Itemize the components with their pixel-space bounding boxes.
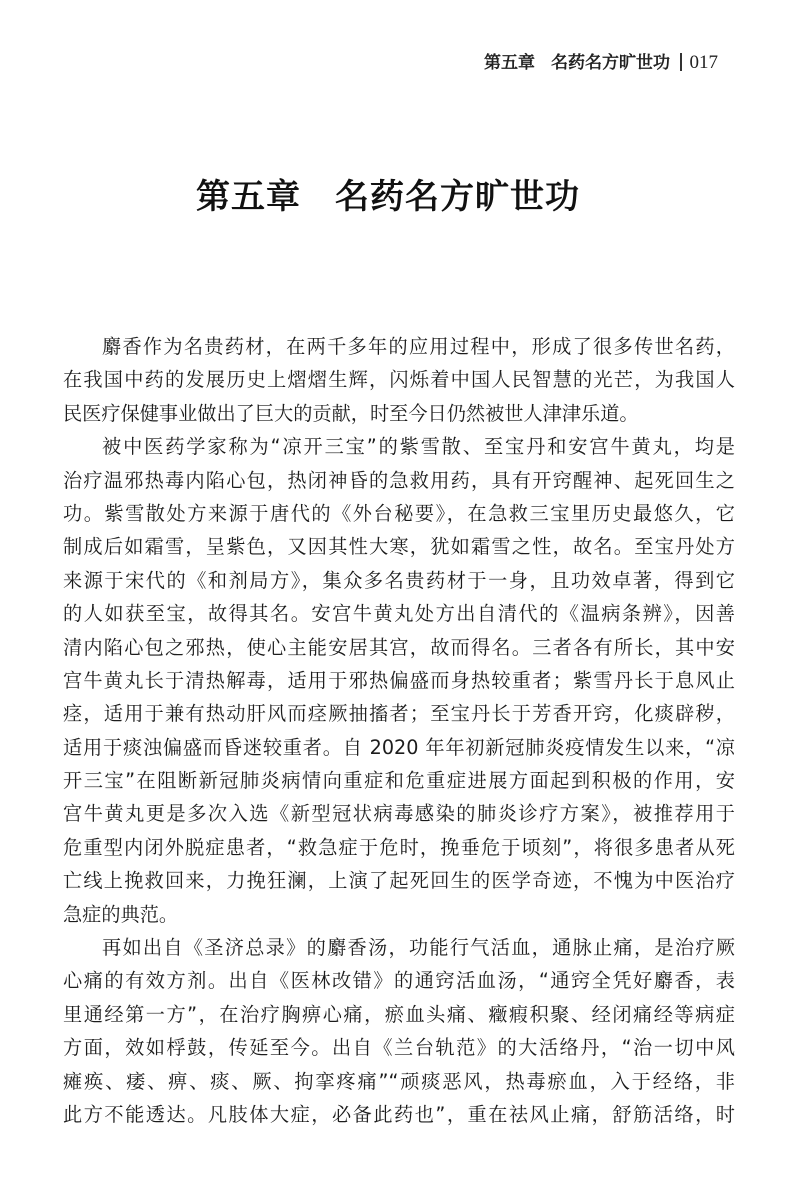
text-line: 痉，适用于兼有热动肝风而痉厥抽搐者；至宝丹长于芳香开窍，化痰辟秽， — [63, 702, 735, 726]
text-line: 功。紫雪散处方来源于唐代的《外台秘要》，在急救三宝里历史最悠久，它 — [63, 501, 735, 525]
text-line: 的人如获至宝，故得其名。安宫牛黄丸处方出自清代的《温病条辨》，因善 — [63, 602, 735, 626]
text-line: 宫牛黄丸更是多次入选《新型冠状病毒感染的肺炎诊疗方案》，被推荐用于 — [63, 802, 735, 826]
text-line: 亡线上挽救回来，力挽狂澜，上演了起死回生的医学奇迹，不愧为中医治疗 — [63, 869, 735, 893]
text-line: 被中医药学家称为“凉开三宝”的紫雪散、至宝丹和安宫牛黄丸，均是 — [102, 435, 735, 459]
header-divider — [680, 53, 682, 71]
paragraph — [63, 931, 735, 1131]
chapter-name: 名药名方旷世功 — [335, 177, 580, 217]
text-line: 在我国中药的发展历史上熠熠生辉，闪烁着中国人民智慧的光芒，为我国人 — [63, 368, 735, 392]
text-line: 民医疗保健事业做出了巨大的贡献，时至今日仍然被世人津津乐道。 — [63, 401, 639, 425]
page-number: 017 — [689, 52, 718, 73]
text-line: 危重型内闭外脱症患者，“救急症于危时，挽垂危于顷刻”，将很多患者从死 — [63, 835, 735, 859]
text-line: 来源于宋代的《和剂局方》，集众多名贵药材于一身，且功效卓著，得到它 — [63, 568, 735, 592]
text-line: 宫牛黄丸长于清热解毒，适用于邪热偏盛而身热较重者；紫雪丹长于息风止 — [63, 668, 735, 692]
text-line: 里通经第一方”，在治疗胸痹心痛，瘀血头痛、癥瘕积聚、经闭痛经等病症 — [63, 1002, 735, 1026]
paragraph — [63, 330, 735, 430]
text-line: 麝香作为名贵药材，在两千多年的应用过程中，形成了很多传世名药， — [102, 335, 735, 358]
text-line: 再如出自《圣济总录》的麝香汤，功能行气活血，通脉止痛，是治疗厥 — [102, 936, 735, 960]
running-header-chapter: 第五章 — [484, 53, 535, 73]
text-line: 瘫痪、痿、痹、痰、厥、拘挛疼痛”“顽痰恶风，热毒瘀血，入于经络，非 — [63, 1069, 735, 1093]
text-line: 开三宝”在阻断新冠肺炎病情向重症和危重症进展方面起到积极的作用，安 — [63, 769, 735, 793]
text-line: 此方不能透达。凡肢体大症，必备此药也”，重在祛风止痛，舒筋活络，时 — [63, 1102, 735, 1126]
body-text — [63, 330, 735, 1131]
running-header — [484, 50, 718, 76]
text-line: 制成后如霜雪，呈紫色，又因其性大寒，犹如霜雪之性，故名。至宝丹处方 — [63, 535, 735, 559]
text-line: 方面，效如桴鼓，传延至今。出自《兰台轨范》的大活络丹，“治一切中风 — [63, 1036, 735, 1060]
chapter-title — [196, 174, 580, 220]
text-line: 心痛的有效方剂。出自《医林改错》的通窍活血汤，“通窍全凭好麝香，表 — [63, 969, 735, 993]
running-header-title: 名药名方旷世功 — [551, 53, 670, 73]
paragraph — [63, 430, 735, 931]
text-line: 治疗温邪热毒内陷心包，热闭神昏的急救用药，具有开窍醒神、起死回生之 — [63, 468, 735, 492]
chapter-number: 第五章 — [196, 177, 301, 217]
text-line: 清内陷心包之邪热，使心主能安居其宫，故而得名。三者各有所长，其中安 — [63, 635, 735, 659]
text-line: 适用于痰浊偏盛而昏迷较重者。自 2020 年年初新冠肺炎疫情发生以来，“凉 — [63, 735, 735, 759]
text-line: 急症的典范。 — [63, 902, 179, 926]
